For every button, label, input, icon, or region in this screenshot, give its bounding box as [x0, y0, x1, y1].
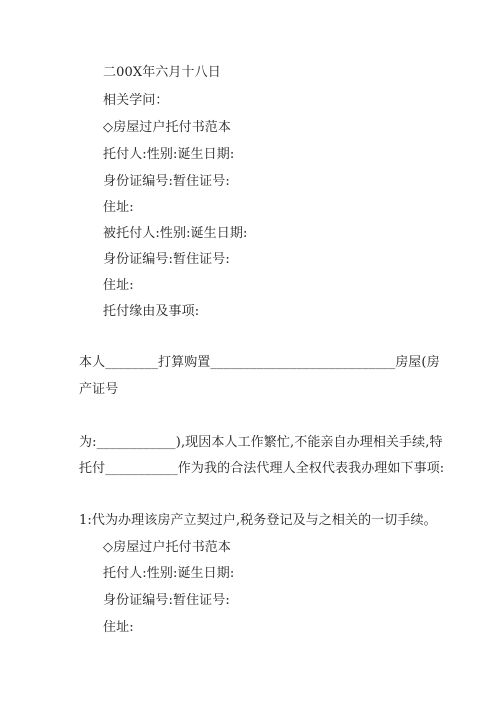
- agent-id-line: 身份证编号:暂住证号:: [103, 252, 230, 267]
- agent-info-line: 被托付人:性别:诞生日期:: [103, 226, 248, 241]
- body-paragraph-line-3: 为:____________),现因本人工作繁忙,不能亲自办理相关手续,特: [79, 435, 443, 450]
- principal-info-line-repeat: 托付人:性别:诞生日期:: [103, 566, 235, 581]
- agent-address-line: 住址:: [103, 278, 134, 293]
- reason-heading: 托付缘由及事项:: [103, 304, 200, 319]
- template-title: ◇房屋过户托付书范本: [103, 120, 231, 135]
- document-date: 二00X年六月十八日: [103, 65, 221, 80]
- principal-info-line: 托付人:性别:诞生日期:: [103, 147, 235, 162]
- principal-id-line: 身份证编号:暂住证号:: [103, 174, 230, 189]
- body-paragraph-line-1: 本人________打算购置____________________________房屋(房: [79, 355, 440, 370]
- body-paragraph-line-4: 托付___________作为我的合法代理人全权代表我办理如下事项:: [79, 461, 445, 476]
- body-paragraph-line-2: 产证号: [79, 382, 119, 397]
- matter-item-1: 1:代为办理该房产立契过户,税务登记及与之相关的一切手续。: [79, 513, 437, 528]
- principal-id-line-repeat: 身份证编号:暂住证号:: [103, 593, 230, 608]
- principal-address-line-repeat: 住址:: [103, 620, 134, 635]
- template-title-repeat: ◇房屋过户托付书范本: [103, 540, 231, 555]
- related-knowledge-heading: 相关学问：: [103, 93, 169, 108]
- principal-address-line: 住址:: [103, 200, 134, 215]
